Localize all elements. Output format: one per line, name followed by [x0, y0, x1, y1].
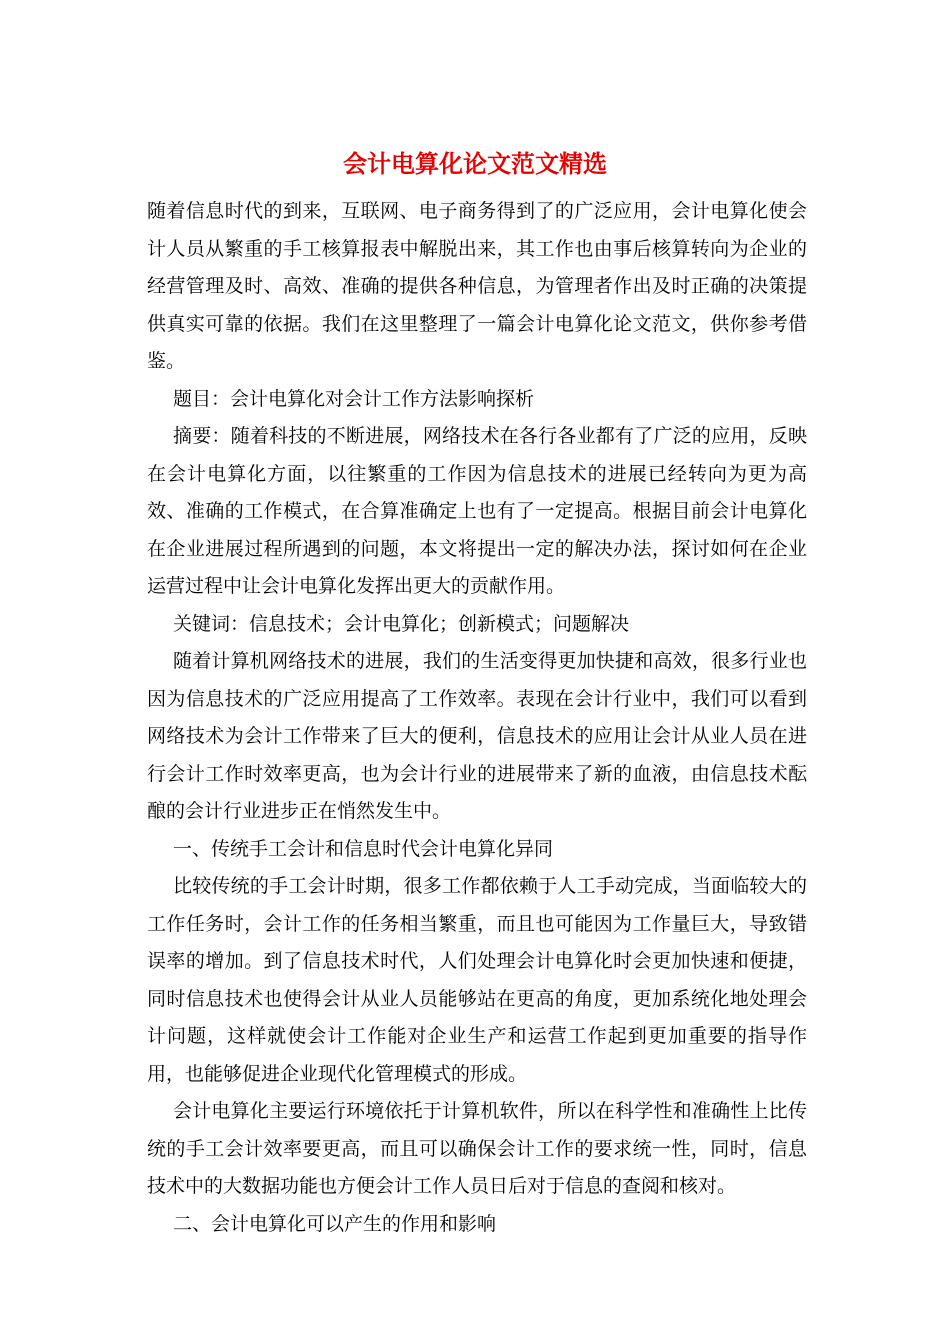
section-heading-1: 一、传统手工会计和信息时代会计电算化异同 [173, 837, 554, 860]
paper-title-line: 题目：会计电算化对会计工作方法影响探析 [173, 387, 535, 410]
section-heading-2: 二、会计电算化可以产生的作用和影响 [173, 1212, 497, 1235]
intro-paragraph: 随着信息时代的到来，互联网、电子商务得到了的广泛应用，会计电算化使会计人员从繁重的手工核算报表中解脱出来，其工作也由事后核算转向为企业的经营管理及时、高效、准确的提供各种信息，为管理者作出及时正确的决策提供真实可靠的依据。我们在这里整理了一篇会计电算化论文范文，供你参考借鉴。 [147, 200, 807, 372]
body-paragraph: 会计电算化主要运行环境依托于计算机软件，所以在科学性和准确性上比传统的手工会计效率要更高，而且可以确保会计工作的要求统一性，同时，信息技术中的大数据功能也方便会计工作人员日后对于信息的查阅和核对。 [147, 1100, 807, 1197]
keywords-line: 关键词：信息技术；会计电算化；创新模式；问题解决 [173, 612, 630, 635]
document-body [147, 193, 807, 1243]
body-paragraph: 随着计算机网络技术的进展，我们的生活变得更加快捷和高效，很多行业也因为信息技术的广泛应用提高了工作效率。表现在会计行业中，我们可以看到网络技术为会计工作带来了巨大的便利，信息技术的应用让会计从业人员在进行会计工作时效率更高，也为会计行业的进展带来了新的血液，由信息技术酝酿的会计行业进步正在悄然发生中。 [147, 650, 807, 822]
abstract-paragraph: 摘要：随着科技的不断进展，网络技术在各行各业都有了广泛的应用，反映在会计电算化方面，以往繁重的工作因为信息技术的进展已经转向为更为高效、准确的工作模式，在合算准确定上也有了一定提高。根据目前会计电算化在企业进展过程所遇到的问题，本文将提出一定的解决办法，探讨如何在企业运营过程中让会计电算化发挥出更大的贡献作用。 [147, 425, 807, 597]
document-title: 会计电算化论文范文精选 [343, 149, 607, 178]
body-paragraph: 比较传统的手工会计时期，很多工作都依赖于人工手动完成，当面临较大的工作任务时，会计工作的任务相当繁重，而且也可能因为工作量巨大，导致错误率的增加。到了信息技术时代，人们处理会计电算化时会更加快速和便捷，同时信息技术也使得会计从业人员能够站在更高的角度，更加系统化地处理会计问题，这样就使会计工作能对企业生产和运营工作起到更加重要的指导作用，也能够促进企业现代化管理模式的形成。 [147, 875, 807, 1085]
